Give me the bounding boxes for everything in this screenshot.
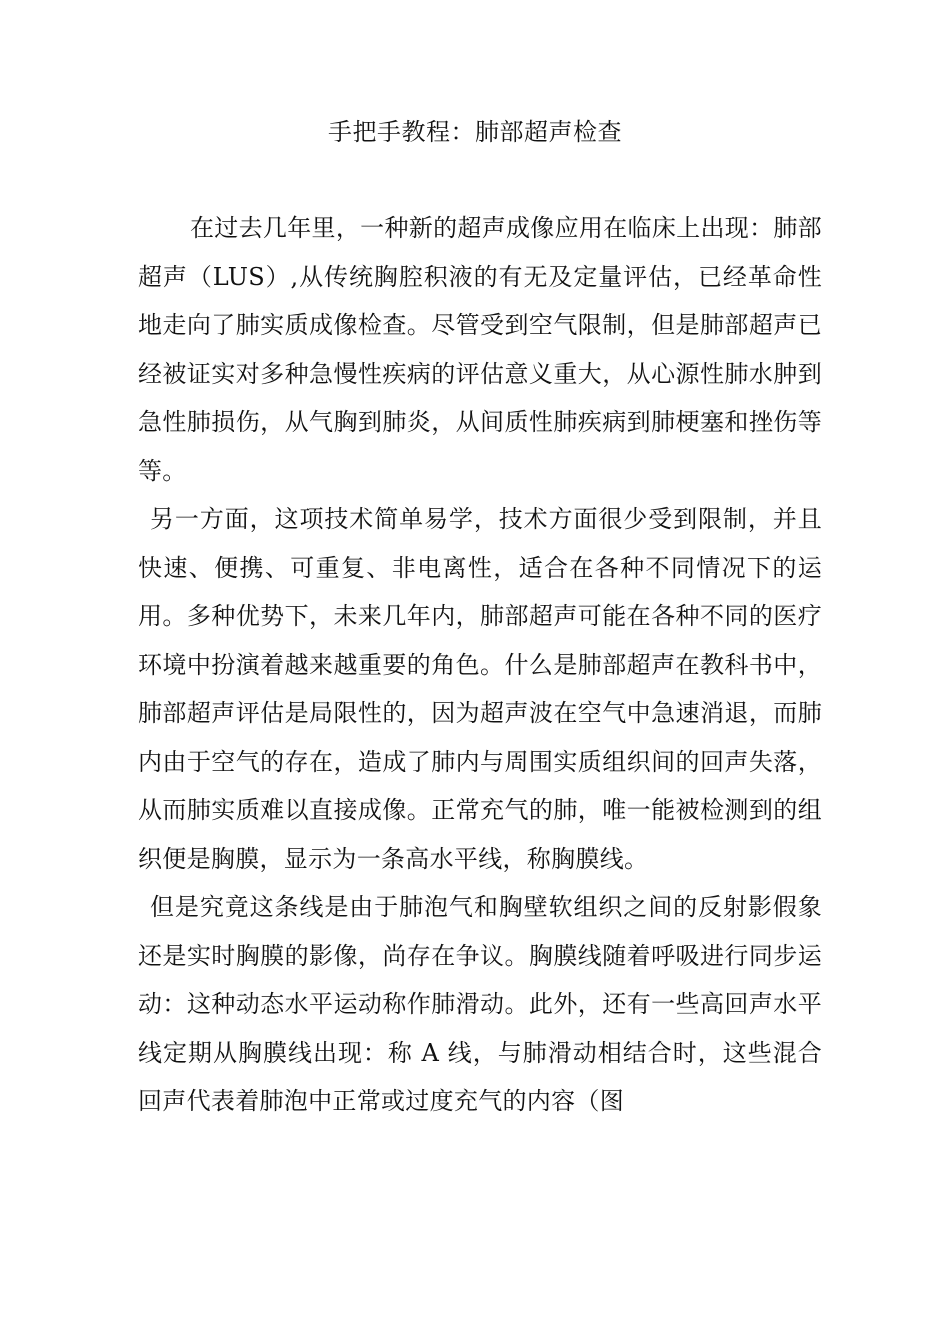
paragraph-intro: 在过去几年里，一种新的超声成像应用在临床上出现：肺部超声（LUS）,从传统胸腔积液的有无及定量评估，已经革命性地走向了肺实质成像检查。尽管受到空气限制，但是肺部超声已经被证实对多种急慢性疾病的评估意义重大，从心源性肺水肿到急性肺损伤，从气胸到肺炎，从间质性肺疾病到肺梗塞和挫伤等等。: [138, 214, 822, 485]
document-body: [138, 204, 822, 1126]
paragraph-pleural-line: 但是究竟这条线是由于肺泡气和胸壁软组织之间的反射影假象还是实时胸膜的影像，尚存在争议。胸膜线随着呼吸进行同步运动：这种动态水平运动称作肺滑动。此外，还有一些高回声水平线定期从胸膜线出现：称 A 线，与肺滑动相结合时，这些混合回声代表着肺泡中正常或过度充气的内容（图: [138, 893, 822, 1115]
paragraph-advantages: 另一方面，这项技术简单易学，技术方面很少受到限制，并且快速、便携、可重复、非电离性，适合在各种不同情况下的运用。多种优势下，未来几年内，肺部超声可能在各种不同的医疗环境中扮演着越来越重要的角色。什么是肺部超声在教科书中，肺部超声评估是局限性的，因为超声波在空气中急速消退，而肺内由于空气的存在，造成了肺内与周围实质组织间的回声失落，从而肺实质难以直接成像。正常充气的肺，唯一能被检测到的组织便是胸膜，显示为一条高水平线，称胸膜线。: [138, 505, 822, 873]
document-title: 手把手教程：肺部超声检查: [328, 118, 622, 146]
